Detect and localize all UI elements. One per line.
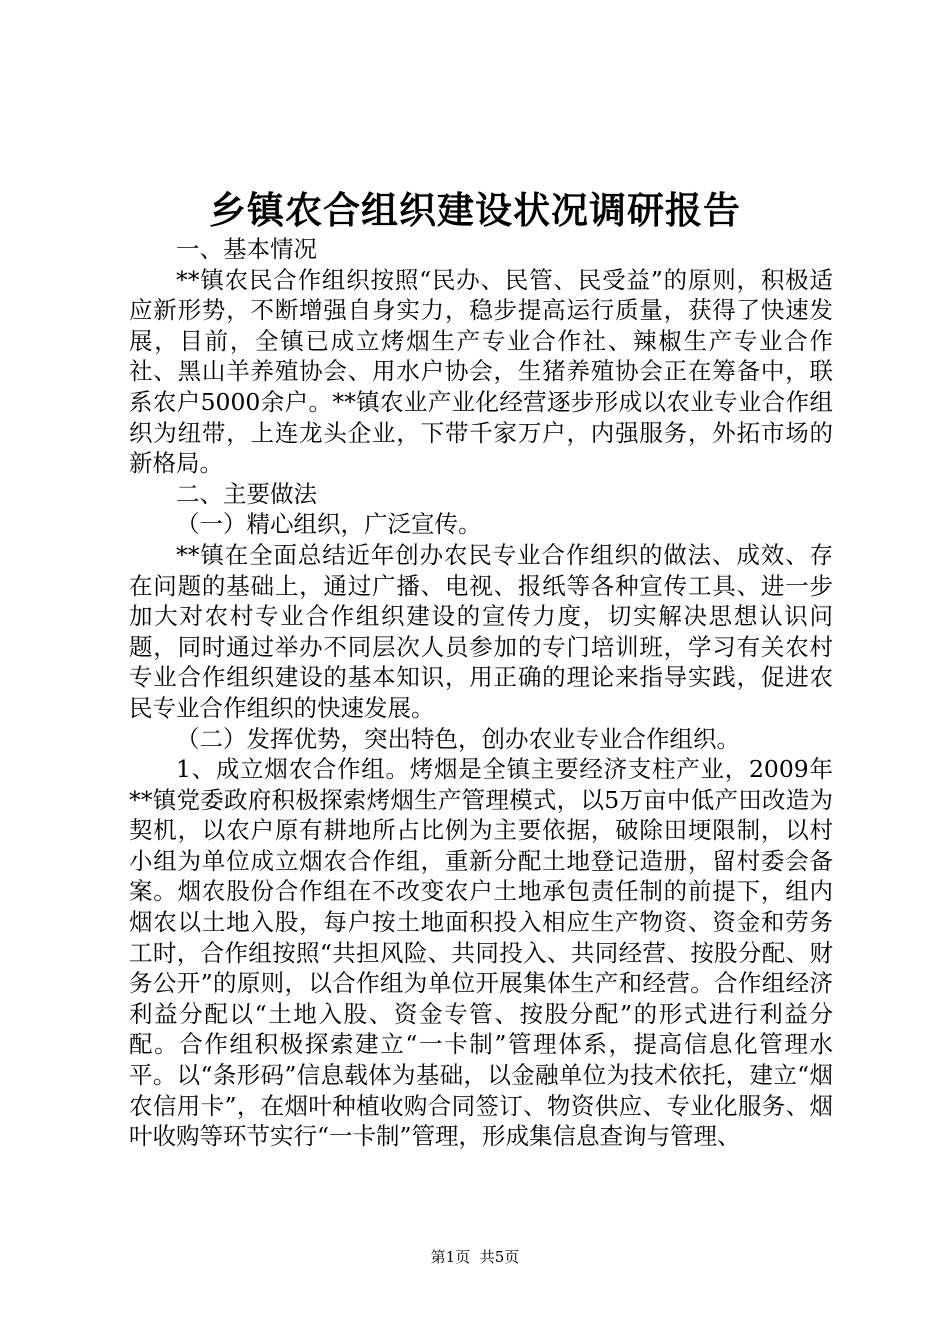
- paragraph-basic-situation: **镇农民合作组织按照“民办、民管、民受益”的原则，积极适应新形势，不断增强自身实力，稳步提高运行质量，获得了快速发展，目前，全镇已成立烤烟生产专业合作社、辣椒生产专业合作社、黑山羊养殖协会、用水户协会，生猪养殖协会正在筹备中，联系农户5000余户。**镇农业产业化经营逐步形成以农业专业合作组织为纽带，上连龙头企业，下带千家万户，内强服务，外拓市场的新格局。: [129, 265, 833, 478]
- document-body: [129, 234, 833, 1152]
- document-title: 乡镇农合组织建设状况调研报告: [209, 188, 741, 232]
- section-heading-basic: 一、基本情况: [176, 235, 317, 263]
- page-number: 第1页: [430, 1248, 471, 1266]
- page-total: 共5页: [479, 1248, 520, 1266]
- subsection-heading-1: （一）精心组织，广泛宣传。: [176, 510, 482, 539]
- paragraph-tobacco-cooperative: 1、成立烟农合作组。烤烟是全镇主要经济支柱产业，2009年**镇党委政府积极探索烤烟生产管理模式，以5万亩中低产田改造为契机，以农户原有耕地所占比例为主要依据，破除田埂限制，以村小组为单位成立烟农合作组，重新分配土地登记造册，留村委会备案。烟农股份合作组在不改变农户土地承包责任制的前提下，组内烟农以土地入股，每户按土地面积投入相应生产物资、资金和劳务工时，合作组按照“共担风险、共同投入、共同经营、按股分配、财务公开”的原则，以合作组为单位开展集体生产和经营。合作组经济利益分配以“土地入股、资金专管、按股分配”的形式进行利益分配。合作组积极探索建立“一卡制”管理体系，提高信息化管理水平。以“条形码”信息载体为基础，以金融单位为技术依托，建立“烟农信用卡”，在烟叶种植收购合同签订、物资供应、专业化服务、烟叶收购等环节实行“一卡制”管理，形成集信息查询与管理、: [129, 755, 833, 1151]
- paragraph-organization: **镇在全面总结近年创办农民专业合作组织的做法、成效、存在问题的基础上，通过广播、电视、报纸等各种宣传工具、进一步加大对农村专业合作组织建设的宣传力度，切实解决思想认识问题，同时通过举办不同层次人员参加的专门培训班，学习有关农村专业合作组织建设的基本知识，用正确的理论来指导实践，促进农民专业合作组织的快速发展。: [129, 540, 833, 722]
- subsection-heading-2: （二）发挥优势，突出特色，创办农业专业合作组织。: [176, 724, 740, 753]
- section-heading-methods: 二、主要做法: [176, 479, 317, 508]
- page-footer: [0, 1247, 950, 1267]
